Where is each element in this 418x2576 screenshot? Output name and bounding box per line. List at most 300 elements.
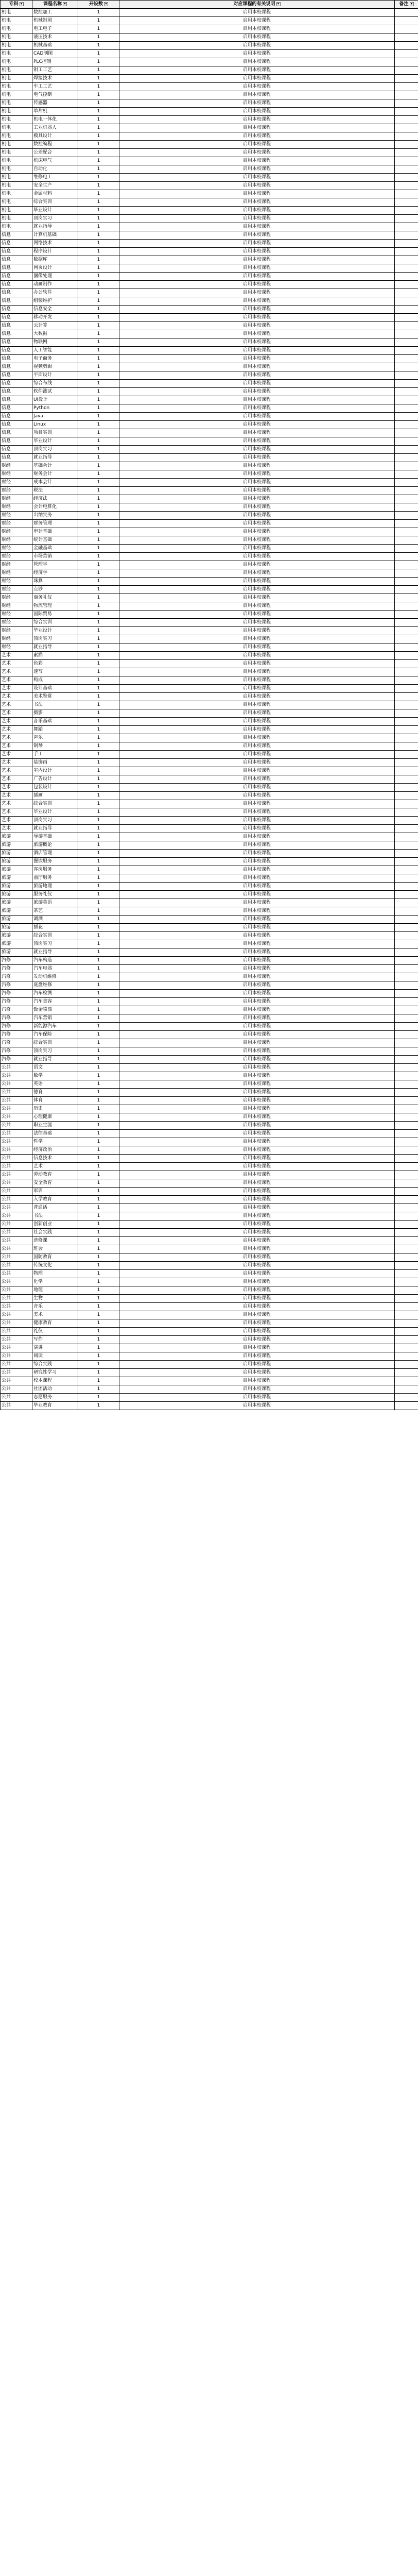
table-cell[interactable] bbox=[395, 948, 418, 957]
table-cell[interactable]: 机电 bbox=[1, 9, 32, 17]
table-cell[interactable] bbox=[395, 306, 418, 314]
table-cell[interactable]: 毕业设计 bbox=[32, 207, 78, 215]
table-cell[interactable]: CAD制图 bbox=[32, 50, 78, 58]
table-cell[interactable]: 1 bbox=[78, 429, 119, 437]
table-cell[interactable]: 1 bbox=[78, 924, 119, 932]
table-cell[interactable]: 启用本校课程 bbox=[119, 1146, 395, 1155]
table-cell[interactable]: 机电 bbox=[1, 215, 32, 223]
table-cell[interactable]: 1 bbox=[78, 916, 119, 924]
table-cell[interactable]: 启用本校课程 bbox=[119, 1163, 395, 1171]
table-cell[interactable] bbox=[395, 454, 418, 462]
table-cell[interactable]: 1 bbox=[78, 289, 119, 297]
table-cell[interactable] bbox=[395, 17, 418, 25]
table-cell[interactable]: 机电 bbox=[1, 58, 32, 66]
table-cell[interactable]: 成本会计 bbox=[32, 479, 78, 487]
table-cell[interactable]: 1 bbox=[78, 619, 119, 627]
filter-icon[interactable]: ▾ bbox=[104, 2, 108, 6]
table-cell[interactable]: 数控编程 bbox=[32, 141, 78, 149]
table-cell[interactable]: 启用本校课程 bbox=[119, 973, 395, 981]
table-cell[interactable]: 数据库 bbox=[32, 256, 78, 264]
table-cell[interactable]: 1 bbox=[78, 363, 119, 371]
table-cell[interactable] bbox=[395, 404, 418, 413]
table-cell[interactable]: 摄影 bbox=[32, 709, 78, 718]
table-cell[interactable]: 1 bbox=[78, 223, 119, 231]
table-cell[interactable]: 机械制图 bbox=[32, 17, 78, 25]
table-cell[interactable]: 公共 bbox=[1, 1097, 32, 1105]
table-cell[interactable]: 汽修 bbox=[1, 973, 32, 981]
table-cell[interactable] bbox=[395, 1113, 418, 1122]
table-cell[interactable]: 启用本校课程 bbox=[119, 998, 395, 1006]
table-cell[interactable]: 1 bbox=[78, 1377, 119, 1385]
table-cell[interactable]: 信息 bbox=[1, 413, 32, 421]
table-cell[interactable] bbox=[395, 1286, 418, 1295]
table-cell[interactable]: 汽修 bbox=[1, 981, 32, 990]
table-cell[interactable]: 1 bbox=[78, 330, 119, 338]
table-cell[interactable]: 信息 bbox=[1, 437, 32, 446]
table-cell[interactable]: 启用本校课程 bbox=[119, 207, 395, 215]
table-cell[interactable]: 启用本校课程 bbox=[119, 545, 395, 553]
table-cell[interactable] bbox=[395, 124, 418, 132]
table-cell[interactable]: 1 bbox=[78, 907, 119, 916]
table-cell[interactable]: 1 bbox=[78, 874, 119, 883]
table-cell[interactable] bbox=[395, 1072, 418, 1080]
table-cell[interactable]: 统计基础 bbox=[32, 536, 78, 545]
table-cell[interactable]: 启用本校课程 bbox=[119, 883, 395, 891]
table-cell[interactable] bbox=[395, 1047, 418, 1056]
table-cell[interactable]: 启用本校课程 bbox=[119, 1204, 395, 1212]
table-cell[interactable]: 启用本校课程 bbox=[119, 404, 395, 413]
table-cell[interactable]: 1 bbox=[78, 141, 119, 149]
table-cell[interactable]: 财经 bbox=[1, 594, 32, 602]
table-cell[interactable] bbox=[395, 330, 418, 338]
table-cell[interactable]: 1 bbox=[78, 66, 119, 75]
table-cell[interactable]: 启用本校课程 bbox=[119, 174, 395, 182]
table-cell[interactable]: 1 bbox=[78, 891, 119, 899]
table-cell[interactable]: 公共 bbox=[1, 1402, 32, 1410]
table-cell[interactable]: 市场营销 bbox=[32, 553, 78, 561]
table-cell[interactable] bbox=[395, 784, 418, 792]
table-cell[interactable] bbox=[395, 165, 418, 174]
table-cell[interactable]: 启用本校课程 bbox=[119, 561, 395, 569]
table-cell[interactable]: 体育 bbox=[32, 1097, 78, 1105]
table-cell[interactable]: 1 bbox=[78, 726, 119, 734]
table-cell[interactable] bbox=[395, 586, 418, 594]
table-cell[interactable]: 商务礼仪 bbox=[32, 594, 78, 602]
table-cell[interactable]: 启用本校课程 bbox=[119, 338, 395, 347]
table-cell[interactable] bbox=[395, 1196, 418, 1204]
table-cell[interactable]: 1 bbox=[78, 586, 119, 594]
table-cell[interactable]: 机电 bbox=[1, 141, 32, 149]
table-cell[interactable]: 机电 bbox=[1, 157, 32, 165]
table-cell[interactable] bbox=[395, 1394, 418, 1402]
table-cell[interactable]: 声乐 bbox=[32, 734, 78, 742]
table-cell[interactable]: 职业生涯 bbox=[32, 1122, 78, 1130]
table-cell[interactable]: 公共 bbox=[1, 1130, 32, 1138]
table-cell[interactable] bbox=[395, 833, 418, 841]
table-cell[interactable]: 启用本校课程 bbox=[119, 1229, 395, 1237]
table-cell[interactable]: 公共 bbox=[1, 1105, 32, 1113]
table-cell[interactable]: 自动化 bbox=[32, 165, 78, 174]
table-cell[interactable]: 机电 bbox=[1, 182, 32, 190]
table-cell[interactable]: 汽车保险 bbox=[32, 1031, 78, 1039]
table-cell[interactable] bbox=[395, 709, 418, 718]
table-cell[interactable]: 速写 bbox=[32, 668, 78, 676]
table-cell[interactable]: 启用本校课程 bbox=[119, 437, 395, 446]
table-cell[interactable] bbox=[395, 957, 418, 965]
table-cell[interactable]: 1 bbox=[78, 767, 119, 775]
table-cell[interactable]: 会计电算化 bbox=[32, 503, 78, 512]
table-cell[interactable]: 信息 bbox=[1, 363, 32, 371]
table-cell[interactable]: 公共 bbox=[1, 1113, 32, 1122]
table-cell[interactable]: 启用本校课程 bbox=[119, 685, 395, 693]
table-cell[interactable]: 启用本校课程 bbox=[119, 1056, 395, 1064]
table-cell[interactable]: 启用本校课程 bbox=[119, 58, 395, 66]
table-cell[interactable]: 旅游概论 bbox=[32, 841, 78, 850]
table-cell[interactable]: 启用本校课程 bbox=[119, 965, 395, 973]
table-cell[interactable]: 法律基础 bbox=[32, 1130, 78, 1138]
table-cell[interactable]: 语文 bbox=[32, 1064, 78, 1072]
table-cell[interactable] bbox=[395, 1171, 418, 1179]
table-cell[interactable]: 信息 bbox=[1, 429, 32, 437]
table-cell[interactable]: 军训 bbox=[32, 1188, 78, 1196]
table-cell[interactable]: 珠算 bbox=[32, 578, 78, 586]
table-cell[interactable]: 启用本校课程 bbox=[119, 693, 395, 701]
table-cell[interactable]: 1 bbox=[78, 83, 119, 91]
table-cell[interactable]: 1 bbox=[78, 1072, 119, 1080]
table-cell[interactable]: 启用本校课程 bbox=[119, 808, 395, 817]
table-cell[interactable] bbox=[395, 388, 418, 396]
table-cell[interactable]: 信息 bbox=[1, 330, 32, 338]
table-cell[interactable]: 机电 bbox=[1, 165, 32, 174]
table-cell[interactable]: 阅读 bbox=[32, 1352, 78, 1361]
table-cell[interactable]: 启用本校课程 bbox=[119, 1253, 395, 1262]
table-cell[interactable]: 网络技术 bbox=[32, 240, 78, 248]
table-cell[interactable] bbox=[395, 685, 418, 693]
table-cell[interactable]: 1 bbox=[78, 602, 119, 611]
table-cell[interactable] bbox=[395, 635, 418, 643]
table-cell[interactable]: 机电 bbox=[1, 124, 32, 132]
table-cell[interactable]: 启用本校课程 bbox=[119, 734, 395, 742]
table-cell[interactable]: 机电 bbox=[1, 99, 32, 108]
table-cell[interactable] bbox=[395, 1319, 418, 1328]
table-cell[interactable]: 新能源汽车 bbox=[32, 1023, 78, 1031]
table-cell[interactable]: 启用本校课程 bbox=[119, 281, 395, 289]
table-cell[interactable] bbox=[395, 981, 418, 990]
table-cell[interactable]: 钣金喷漆 bbox=[32, 1006, 78, 1014]
table-cell[interactable]: 财经 bbox=[1, 553, 32, 561]
table-cell[interactable]: 启用本校课程 bbox=[119, 1344, 395, 1352]
table-cell[interactable]: 财经 bbox=[1, 528, 32, 536]
table-cell[interactable]: 启用本校课程 bbox=[119, 157, 395, 165]
table-cell[interactable] bbox=[395, 841, 418, 850]
table-cell[interactable]: 公共 bbox=[1, 1146, 32, 1155]
table-cell[interactable] bbox=[395, 751, 418, 759]
table-cell[interactable]: 财经 bbox=[1, 569, 32, 578]
table-cell[interactable]: 信息 bbox=[1, 281, 32, 289]
table-cell[interactable]: 启用本校课程 bbox=[119, 1286, 395, 1295]
table-cell[interactable]: 信息 bbox=[1, 322, 32, 330]
table-cell[interactable]: 启用本校课程 bbox=[119, 165, 395, 174]
table-cell[interactable]: 1 bbox=[78, 240, 119, 248]
table-cell[interactable]: 茶艺 bbox=[32, 907, 78, 916]
table-cell[interactable]: 顶岗实习 bbox=[32, 446, 78, 454]
table-cell[interactable]: 信息 bbox=[1, 338, 32, 347]
table-cell[interactable]: 公共 bbox=[1, 1295, 32, 1303]
table-cell[interactable] bbox=[395, 132, 418, 141]
table-cell[interactable]: 启用本校课程 bbox=[119, 141, 395, 149]
table-cell[interactable]: 公共 bbox=[1, 1163, 32, 1171]
table-cell[interactable]: 综合实践 bbox=[32, 1361, 78, 1369]
table-cell[interactable]: 公共 bbox=[1, 1080, 32, 1089]
table-cell[interactable]: 模具设计 bbox=[32, 132, 78, 141]
table-cell[interactable] bbox=[395, 940, 418, 948]
table-cell[interactable]: 液压技术 bbox=[32, 33, 78, 42]
table-cell[interactable]: 启用本校课程 bbox=[119, 932, 395, 940]
table-cell[interactable] bbox=[395, 520, 418, 528]
table-cell[interactable]: 机电一体化 bbox=[32, 116, 78, 124]
table-cell[interactable]: 1 bbox=[78, 1163, 119, 1171]
table-cell[interactable]: 启用本校课程 bbox=[119, 1245, 395, 1253]
table-cell[interactable]: 启用本校课程 bbox=[119, 1402, 395, 1410]
table-cell[interactable]: 1 bbox=[78, 1171, 119, 1179]
table-cell[interactable]: 信息 bbox=[1, 421, 32, 429]
table-cell[interactable]: 金融基础 bbox=[32, 545, 78, 553]
table-cell[interactable]: 综合实训 bbox=[32, 619, 78, 627]
table-cell[interactable] bbox=[395, 808, 418, 817]
table-cell[interactable]: 启用本校课程 bbox=[119, 1122, 395, 1130]
table-cell[interactable]: 机电 bbox=[1, 174, 32, 182]
table-cell[interactable]: 启用本校课程 bbox=[119, 948, 395, 957]
table-cell[interactable] bbox=[395, 602, 418, 611]
table-cell[interactable] bbox=[395, 338, 418, 347]
table-cell[interactable]: 汽修 bbox=[1, 957, 32, 965]
table-cell[interactable]: 财经 bbox=[1, 536, 32, 545]
table-cell[interactable]: 艺术 bbox=[1, 825, 32, 833]
table-cell[interactable]: 财经 bbox=[1, 503, 32, 512]
table-cell[interactable]: 经济学 bbox=[32, 569, 78, 578]
table-cell[interactable]: 机电 bbox=[1, 116, 32, 124]
table-cell[interactable]: 1 bbox=[78, 248, 119, 256]
table-cell[interactable]: 1 bbox=[78, 1245, 119, 1253]
table-cell[interactable]: 1 bbox=[78, 957, 119, 965]
table-cell[interactable]: 财务会计 bbox=[32, 470, 78, 479]
table-cell[interactable]: 1 bbox=[78, 33, 119, 42]
table-cell[interactable] bbox=[395, 42, 418, 50]
table-cell[interactable]: 公共 bbox=[1, 1212, 32, 1221]
table-cell[interactable]: 信息 bbox=[1, 371, 32, 380]
table-cell[interactable]: 公共 bbox=[1, 1352, 32, 1361]
table-cell[interactable]: 机电 bbox=[1, 207, 32, 215]
table-cell[interactable]: 出纳实务 bbox=[32, 512, 78, 520]
table-cell[interactable]: 财经 bbox=[1, 512, 32, 520]
table-cell[interactable] bbox=[395, 545, 418, 553]
table-cell[interactable]: 1 bbox=[78, 1056, 119, 1064]
table-cell[interactable]: 服务礼仪 bbox=[32, 891, 78, 899]
table-cell[interactable]: 财经 bbox=[1, 470, 32, 479]
table-cell[interactable]: 1 bbox=[78, 1303, 119, 1311]
table-cell[interactable]: 启用本校课程 bbox=[119, 1262, 395, 1270]
table-cell[interactable] bbox=[395, 883, 418, 891]
table-cell[interactable] bbox=[395, 66, 418, 75]
table-cell[interactable]: 1 bbox=[78, 676, 119, 685]
table-cell[interactable]: 1 bbox=[78, 1221, 119, 1229]
table-cell[interactable]: 图像处理 bbox=[32, 273, 78, 281]
table-cell[interactable]: 汽车检测 bbox=[32, 990, 78, 998]
table-cell[interactable]: 启用本校课程 bbox=[119, 784, 395, 792]
table-cell[interactable] bbox=[395, 1295, 418, 1303]
table-cell[interactable]: 1 bbox=[78, 165, 119, 174]
table-cell[interactable]: 启用本校课程 bbox=[119, 198, 395, 207]
table-cell[interactable]: 德育 bbox=[32, 1089, 78, 1097]
table-cell[interactable]: 启用本校课程 bbox=[119, 487, 395, 495]
table-cell[interactable] bbox=[395, 1303, 418, 1311]
table-cell[interactable]: 研究性学习 bbox=[32, 1369, 78, 1377]
table-cell[interactable]: 启用本校课程 bbox=[119, 1105, 395, 1113]
table-cell[interactable]: 启用本校课程 bbox=[119, 264, 395, 273]
table-cell[interactable]: 启用本校课程 bbox=[119, 990, 395, 998]
table-cell[interactable]: 公共 bbox=[1, 1311, 32, 1319]
table-cell[interactable] bbox=[395, 1253, 418, 1262]
header-cell[interactable]: 备注 ▾ bbox=[395, 1, 418, 9]
table-cell[interactable]: 启用本校课程 bbox=[119, 635, 395, 643]
table-cell[interactable]: 1 bbox=[78, 1089, 119, 1097]
table-cell[interactable]: 普通话 bbox=[32, 1204, 78, 1212]
table-cell[interactable] bbox=[395, 1221, 418, 1229]
table-cell[interactable]: 启用本校课程 bbox=[119, 388, 395, 396]
table-cell[interactable]: 启用本校课程 bbox=[119, 775, 395, 784]
table-cell[interactable]: 1 bbox=[78, 1080, 119, 1089]
table-cell[interactable] bbox=[395, 850, 418, 858]
table-cell[interactable]: 底盘维修 bbox=[32, 981, 78, 990]
table-cell[interactable]: 启用本校课程 bbox=[119, 1303, 395, 1311]
table-cell[interactable]: 信息 bbox=[1, 446, 32, 454]
table-cell[interactable]: 公差配合 bbox=[32, 149, 78, 157]
table-cell[interactable]: 1 bbox=[78, 1130, 119, 1138]
table-cell[interactable]: 启用本校课程 bbox=[119, 1130, 395, 1138]
table-cell[interactable] bbox=[395, 866, 418, 874]
table-cell[interactable]: 美术 bbox=[32, 1311, 78, 1319]
table-cell[interactable]: 启用本校课程 bbox=[119, 1080, 395, 1089]
table-cell[interactable]: 1 bbox=[78, 124, 119, 132]
table-cell[interactable] bbox=[395, 207, 418, 215]
header-cell[interactable]: 专科 ▾ bbox=[1, 1, 32, 9]
table-cell[interactable]: Linux bbox=[32, 421, 78, 429]
table-cell[interactable]: 1 bbox=[78, 1097, 119, 1105]
table-cell[interactable]: 启用本校课程 bbox=[119, 759, 395, 767]
table-cell[interactable]: 启用本校课程 bbox=[119, 676, 395, 685]
table-cell[interactable]: 汽修 bbox=[1, 990, 32, 998]
table-cell[interactable]: 1 bbox=[78, 256, 119, 264]
table-cell[interactable]: 启用本校课程 bbox=[119, 825, 395, 833]
table-cell[interactable]: 装饰画 bbox=[32, 759, 78, 767]
table-cell[interactable]: 1 bbox=[78, 545, 119, 553]
table-cell[interactable]: 插花 bbox=[32, 924, 78, 932]
table-cell[interactable]: 公共 bbox=[1, 1385, 32, 1394]
table-cell[interactable]: 哲学 bbox=[32, 1138, 78, 1146]
table-cell[interactable]: 网页设计 bbox=[32, 264, 78, 273]
table-cell[interactable]: 1 bbox=[78, 1196, 119, 1204]
table-cell[interactable]: 信息 bbox=[1, 231, 32, 240]
table-cell[interactable]: 旅游 bbox=[1, 899, 32, 907]
table-cell[interactable]: 1 bbox=[78, 1394, 119, 1402]
table-cell[interactable]: 信息 bbox=[1, 273, 32, 281]
table-cell[interactable]: 1 bbox=[78, 281, 119, 289]
table-cell[interactable]: 1 bbox=[78, 355, 119, 363]
table-cell[interactable]: 物理 bbox=[32, 1270, 78, 1278]
table-cell[interactable]: 信息 bbox=[1, 396, 32, 404]
table-cell[interactable]: 入学教育 bbox=[32, 1196, 78, 1204]
table-cell[interactable] bbox=[395, 248, 418, 256]
table-cell[interactable]: 启用本校课程 bbox=[119, 701, 395, 709]
table-cell[interactable]: 就业指导 bbox=[32, 643, 78, 652]
table-cell[interactable]: 启用本校课程 bbox=[119, 91, 395, 99]
table-cell[interactable]: 1 bbox=[78, 9, 119, 17]
table-cell[interactable]: 公共 bbox=[1, 1089, 32, 1097]
table-cell[interactable]: 劳动教育 bbox=[32, 1171, 78, 1179]
table-cell[interactable]: 机电 bbox=[1, 75, 32, 83]
table-cell[interactable]: 启用本校课程 bbox=[119, 602, 395, 611]
table-cell[interactable]: 启用本校课程 bbox=[119, 891, 395, 899]
table-cell[interactable]: 启用本校课程 bbox=[119, 1138, 395, 1146]
table-cell[interactable]: 1 bbox=[78, 1031, 119, 1039]
table-cell[interactable] bbox=[395, 289, 418, 297]
table-cell[interactable] bbox=[395, 1056, 418, 1064]
table-cell[interactable] bbox=[395, 676, 418, 685]
table-cell[interactable] bbox=[395, 1278, 418, 1286]
table-cell[interactable]: 财经 bbox=[1, 495, 32, 503]
table-cell[interactable]: 启用本校课程 bbox=[119, 470, 395, 479]
filter-icon[interactable]: ▾ bbox=[20, 2, 24, 6]
table-cell[interactable]: 1 bbox=[78, 841, 119, 850]
table-cell[interactable] bbox=[395, 108, 418, 116]
table-cell[interactable] bbox=[395, 413, 418, 421]
table-cell[interactable]: 启用本校课程 bbox=[119, 1221, 395, 1229]
table-cell[interactable]: 启用本校课程 bbox=[119, 817, 395, 825]
table-cell[interactable]: 国际贸易 bbox=[32, 611, 78, 619]
table-cell[interactable]: 启用本校课程 bbox=[119, 116, 395, 124]
table-cell[interactable]: 艺术 bbox=[1, 751, 32, 759]
table-cell[interactable] bbox=[395, 396, 418, 404]
table-cell[interactable]: 综合实训 bbox=[32, 800, 78, 808]
table-cell[interactable]: 艺术 bbox=[1, 676, 32, 685]
table-cell[interactable]: 汽车营销 bbox=[32, 1014, 78, 1023]
table-cell[interactable]: 信息 bbox=[1, 306, 32, 314]
table-cell[interactable]: 启用本校课程 bbox=[119, 594, 395, 602]
table-cell[interactable] bbox=[395, 182, 418, 190]
table-cell[interactable] bbox=[395, 1179, 418, 1188]
table-cell[interactable]: 1 bbox=[78, 1237, 119, 1245]
table-cell[interactable]: 启用本校课程 bbox=[119, 1039, 395, 1047]
table-cell[interactable]: 1 bbox=[78, 1204, 119, 1212]
table-cell[interactable] bbox=[395, 256, 418, 264]
table-cell[interactable]: 书法 bbox=[32, 701, 78, 709]
table-cell[interactable] bbox=[395, 726, 418, 734]
table-cell[interactable] bbox=[395, 611, 418, 619]
table-cell[interactable]: 1 bbox=[78, 1262, 119, 1270]
table-cell[interactable]: 1 bbox=[78, 948, 119, 957]
table-cell[interactable] bbox=[395, 1245, 418, 1253]
table-cell[interactable]: 启用本校课程 bbox=[119, 17, 395, 25]
table-cell[interactable]: 公共 bbox=[1, 1122, 32, 1130]
header-cell[interactable]: 开设数 ▾ bbox=[78, 1, 119, 9]
table-cell[interactable] bbox=[395, 1163, 418, 1171]
table-cell[interactable]: 艺术 bbox=[1, 742, 32, 751]
table-cell[interactable]: 启用本校课程 bbox=[119, 190, 395, 198]
table-cell[interactable]: 设计基础 bbox=[32, 685, 78, 693]
table-cell[interactable]: 酒店管理 bbox=[32, 850, 78, 858]
table-cell[interactable] bbox=[395, 91, 418, 99]
table-cell[interactable]: 1 bbox=[78, 190, 119, 198]
